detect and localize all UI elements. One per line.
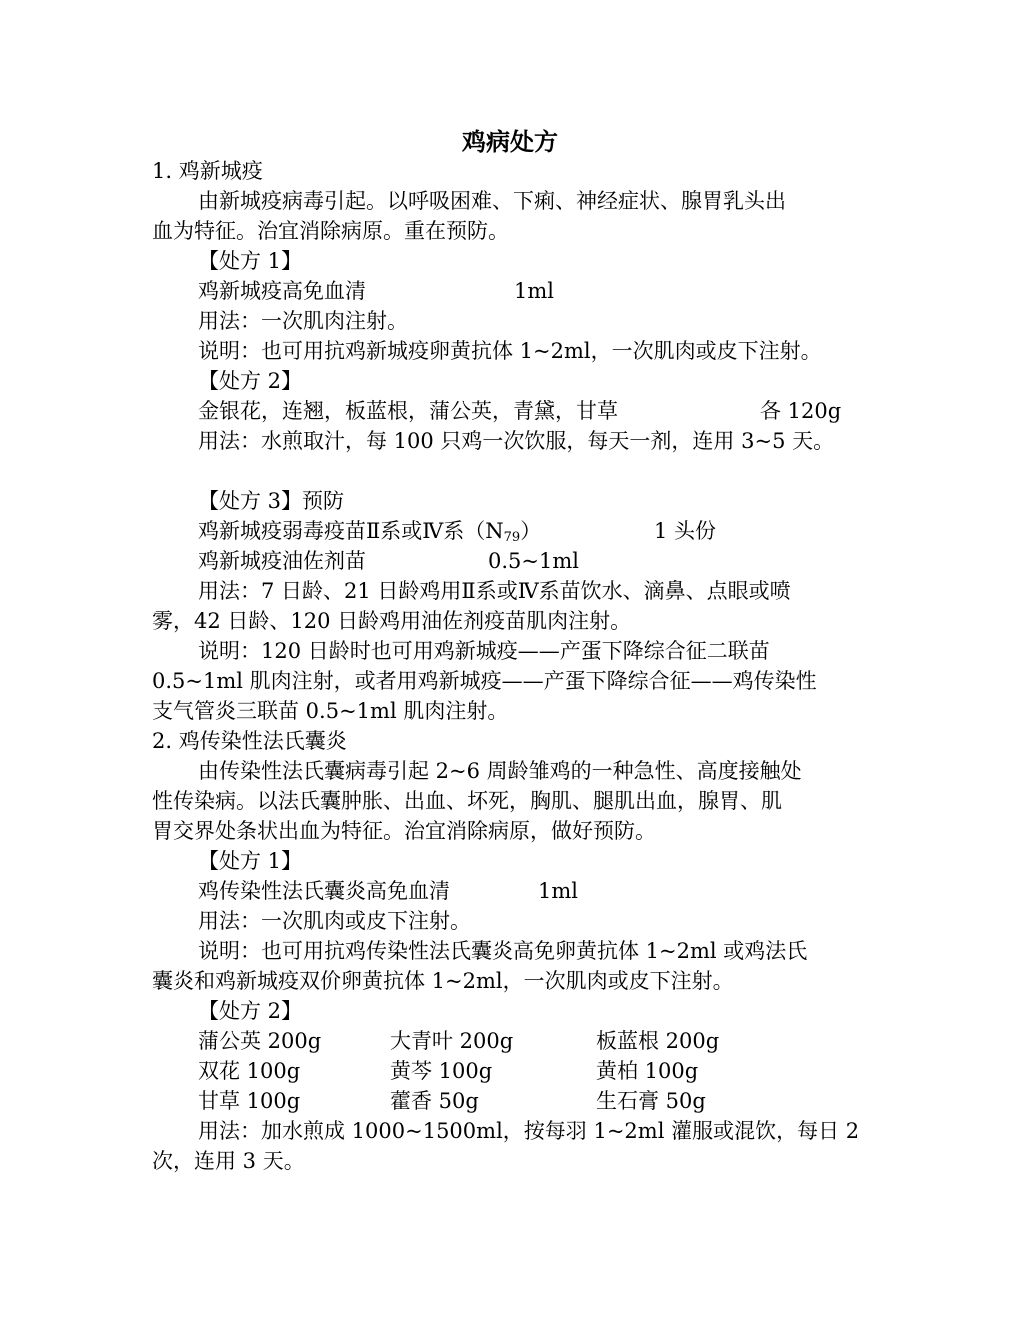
usage-line: 用法：7 日龄、21 日龄鸡用Ⅱ系或Ⅳ系苗饮水、滴鼻、点眼或喷 [198,579,791,603]
prescription-label: 【处方 3】预防 [198,489,345,513]
usage-line: 用法：加水煎成 1000~1500ml，按每羽 1~2ml 灌服或混饮，每日 2 [198,1119,860,1143]
section-heading-ibd: 2. 鸡传染性法氏囊炎 [152,729,347,753]
section-intro-line: 性传染病。以法氏囊肿胀、出血、坏死，胸肌、腿肌出血，腺胃、肌 [152,789,782,813]
herb-item: 板蓝根 200g [596,1029,720,1053]
strain-subscript: 79 [503,530,521,545]
prescription-drug-line [152,516,872,546]
note-line: 说明：也可用抗鸡新城疫卵黄抗体 1~2ml，一次肌肉或皮下注射。 [198,339,822,363]
section-intro-line: 血为特征。治宜消除病原。重在预防。 [152,219,509,243]
drug-dose: 各 120g [760,399,842,423]
drug-name: 鸡新城疫油佐剂苗 [198,549,366,573]
prescription-drug-line [152,546,872,576]
note-line: 说明：120 日龄时也可用鸡新城疫——产蛋下降综合征二联苗 [198,639,770,663]
herb-item: 大青叶 200g [390,1029,514,1053]
note-line: 支气管炎三联苗 0.5~1ml 肌肉注射。 [152,699,509,723]
prescription-label: 【处方 1】 [198,849,303,873]
document-body [152,156,872,1176]
usage-line: 用法：水煎取汁，每 100 只鸡一次饮服，每天一剂，连用 3~5 天。 [198,429,835,453]
usage-line: 用法：一次肌肉注射。 [198,309,408,333]
herb-item: 黄柏 100g [596,1059,699,1083]
section-heading-newcastle: 1. 鸡新城疫 [152,159,263,183]
drug-dose: 1 头份 [654,519,717,543]
section-intro-line: 由新城疫病毒引起。以呼吸困难、下痢、神经症状、腺胃乳头出 [198,189,786,213]
drug-name: 金银花，连翘，板蓝根，蒲公英，青黛，甘草 [198,399,618,423]
document-title: 鸡病处方 [462,127,558,156]
herb-item: 甘草 100g [198,1089,301,1113]
herb-item: 黄芩 100g [390,1059,493,1083]
herb-item: 双花 100g [198,1059,301,1083]
herb-item: 生石膏 50g [596,1089,706,1113]
section-intro-line: 由传染性法氏囊病毒引起 2~6 周龄雏鸡的一种急性、高度接触处 [198,759,802,783]
note-line: 说明：也可用抗鸡传染性法氏囊炎高免卵黄抗体 1~2ml 或鸡法氏 [198,939,808,963]
note-line: 0.5~1ml 肌肉注射，或者用鸡新城疫——产蛋下降综合征——鸡传染性 [152,669,817,693]
herb-item: 蒲公英 200g [198,1029,322,1053]
drug-dose: 1ml [538,879,578,903]
drug-dose: 1ml [514,279,554,303]
herb-row [152,1056,872,1086]
usage-line: 雾，42 日龄、120 日龄鸡用油佐剂疫苗肌肉注射。 [152,609,632,633]
prescription-label: 【处方 2】 [198,369,303,393]
usage-line: 用法：一次肌肉或皮下注射。 [198,909,471,933]
herb-item: 藿香 50g [390,1089,479,1113]
prescription-drug-line [152,876,872,906]
prescription-drug-line [152,396,872,426]
drug-name: 鸡新城疫高免血清 [198,279,366,303]
prescription-drug-line [152,276,872,306]
drug-name: 鸡新城疫弱毒疫苗Ⅱ系或Ⅳ系$(N_{79})$ [198,519,542,545]
drug-name: 鸡传染性法氏囊炎高免血清 [198,879,450,903]
herb-row [152,1086,872,1116]
note-line: 囊炎和鸡新城疫双价卵黄抗体 1~2ml，一次肌肉或皮下注射。 [152,969,734,993]
herb-row [152,1026,872,1056]
usage-line: 次，连用 3 天。 [152,1149,305,1173]
drug-dose: 0.5~1ml [488,549,579,573]
prescription-label: 【处方 1】 [198,249,303,273]
section-intro-line: 胃交界处条状出血为特征。治宜消除病原，做好预防。 [152,819,656,843]
prescription-label: 【处方 2】 [198,999,303,1023]
